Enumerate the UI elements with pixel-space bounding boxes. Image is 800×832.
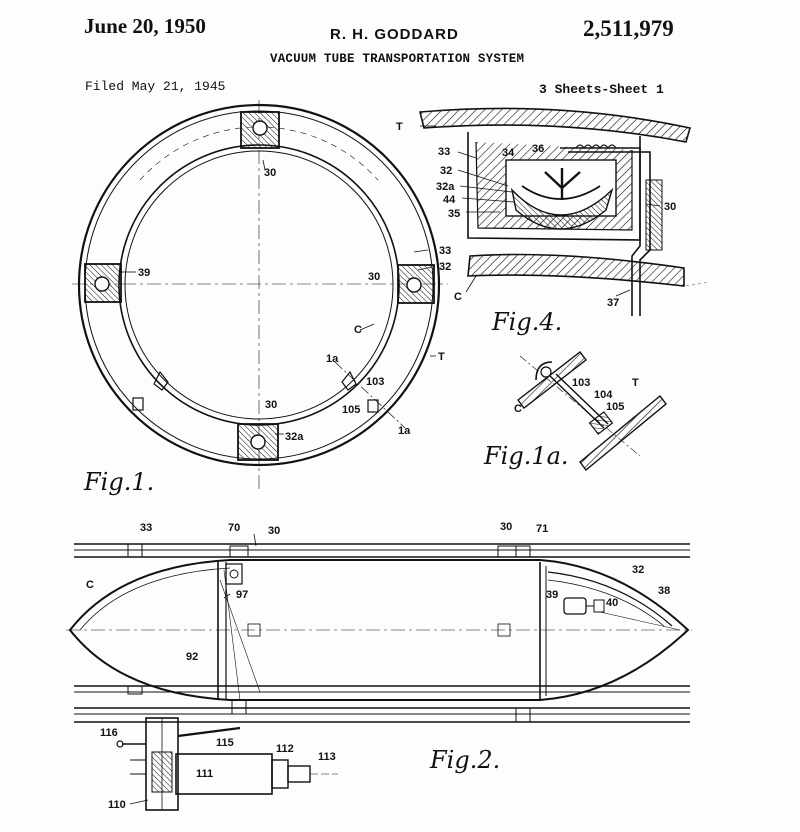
- label-32a: 32a: [285, 431, 304, 443]
- fig2-label-115: 115: [216, 737, 234, 749]
- label-39: 39: [138, 267, 151, 279]
- figure-1a-labels: [483, 377, 639, 470]
- fig1a-label-105: 105: [606, 401, 625, 413]
- label-c: C: [354, 324, 362, 336]
- label-t: T: [438, 351, 445, 363]
- fig4-label-c: C: [454, 291, 462, 303]
- fig2-label-30-left: 30: [268, 525, 281, 537]
- fig2-label-40: 40: [606, 597, 619, 609]
- fig4-label-t: T: [396, 121, 403, 133]
- label-30-top: 30: [264, 167, 277, 179]
- label-33: 33: [439, 245, 452, 257]
- patent-number: 2,511,979: [583, 16, 674, 41]
- fig4-label-36: 36: [532, 143, 545, 155]
- label-30-bottom: 30: [265, 399, 278, 411]
- fig1a-caption: Fig.1a.: [484, 442, 569, 470]
- figure-2: [66, 512, 692, 810]
- fig2-label-70: 70: [228, 522, 241, 534]
- fig1a-label-t: T: [632, 377, 639, 389]
- guide-shoe-bottom: [238, 424, 278, 460]
- fig2-label-30-right: 30: [500, 521, 513, 533]
- patent-title: VACUUM TUBE TRANSPORTATION SYSTEM: [270, 52, 525, 66]
- guide-shoe-top: [241, 112, 279, 148]
- fig4-label-30: 30: [664, 201, 677, 213]
- fig1-caption: Fig.1.: [84, 468, 155, 496]
- fig4-label-35: 35: [448, 208, 461, 220]
- fig2-label-c: C: [86, 579, 94, 591]
- fig1a-label-c: C: [514, 403, 522, 415]
- fig4-caption: Fig.4.: [492, 308, 563, 336]
- fig2-label-110: 110: [108, 799, 126, 811]
- fig2-label-32: 32: [632, 564, 645, 576]
- fig4-label-34: 34: [502, 147, 515, 159]
- label-103: 103: [366, 376, 385, 388]
- fig4-label-32a: 32a: [436, 181, 455, 193]
- guide-shoe-right: [398, 265, 434, 303]
- figure-2-labels: [86, 521, 670, 811]
- fig2-label-97: 97: [236, 589, 249, 601]
- fig4-label-44: 44: [443, 194, 456, 206]
- label-105: 105: [342, 404, 361, 416]
- fig4-label-32: 32: [440, 165, 453, 177]
- fig2-caption: Fig.2.: [430, 746, 501, 774]
- fig2-label-116: 116: [100, 727, 118, 739]
- label-30-right: 30: [368, 271, 381, 283]
- label-1a-bottom: 1a: [398, 425, 411, 437]
- sheet-indicator: 3 Sheets-Sheet 1: [539, 82, 664, 97]
- fig2-label-111: 111: [196, 768, 214, 780]
- fig1a-label-103: 103: [572, 377, 591, 389]
- fig2-label-71: 71: [536, 523, 549, 535]
- fig2-label-112: 112: [276, 743, 294, 755]
- fig2-label-33: 33: [140, 522, 153, 534]
- fig4-label-33: 33: [438, 146, 451, 158]
- fig2-label-38: 38: [658, 585, 671, 597]
- fig2-label-39: 39: [546, 589, 559, 601]
- fig4-label-37: 37: [607, 297, 620, 309]
- guide-shoe-left: [85, 264, 121, 302]
- label-1a-top: 1a: [326, 353, 339, 365]
- patent-date: June 20, 1950: [84, 14, 206, 38]
- fig2-label-92: 92: [186, 651, 199, 663]
- inventor-name: R. H. GODDARD: [330, 26, 459, 43]
- fig1a-label-104: 104: [594, 389, 613, 401]
- filed-date: Filed May 21, 1945: [85, 79, 226, 94]
- fig2-label-113: 113: [318, 751, 336, 763]
- label-32: 32: [439, 261, 452, 273]
